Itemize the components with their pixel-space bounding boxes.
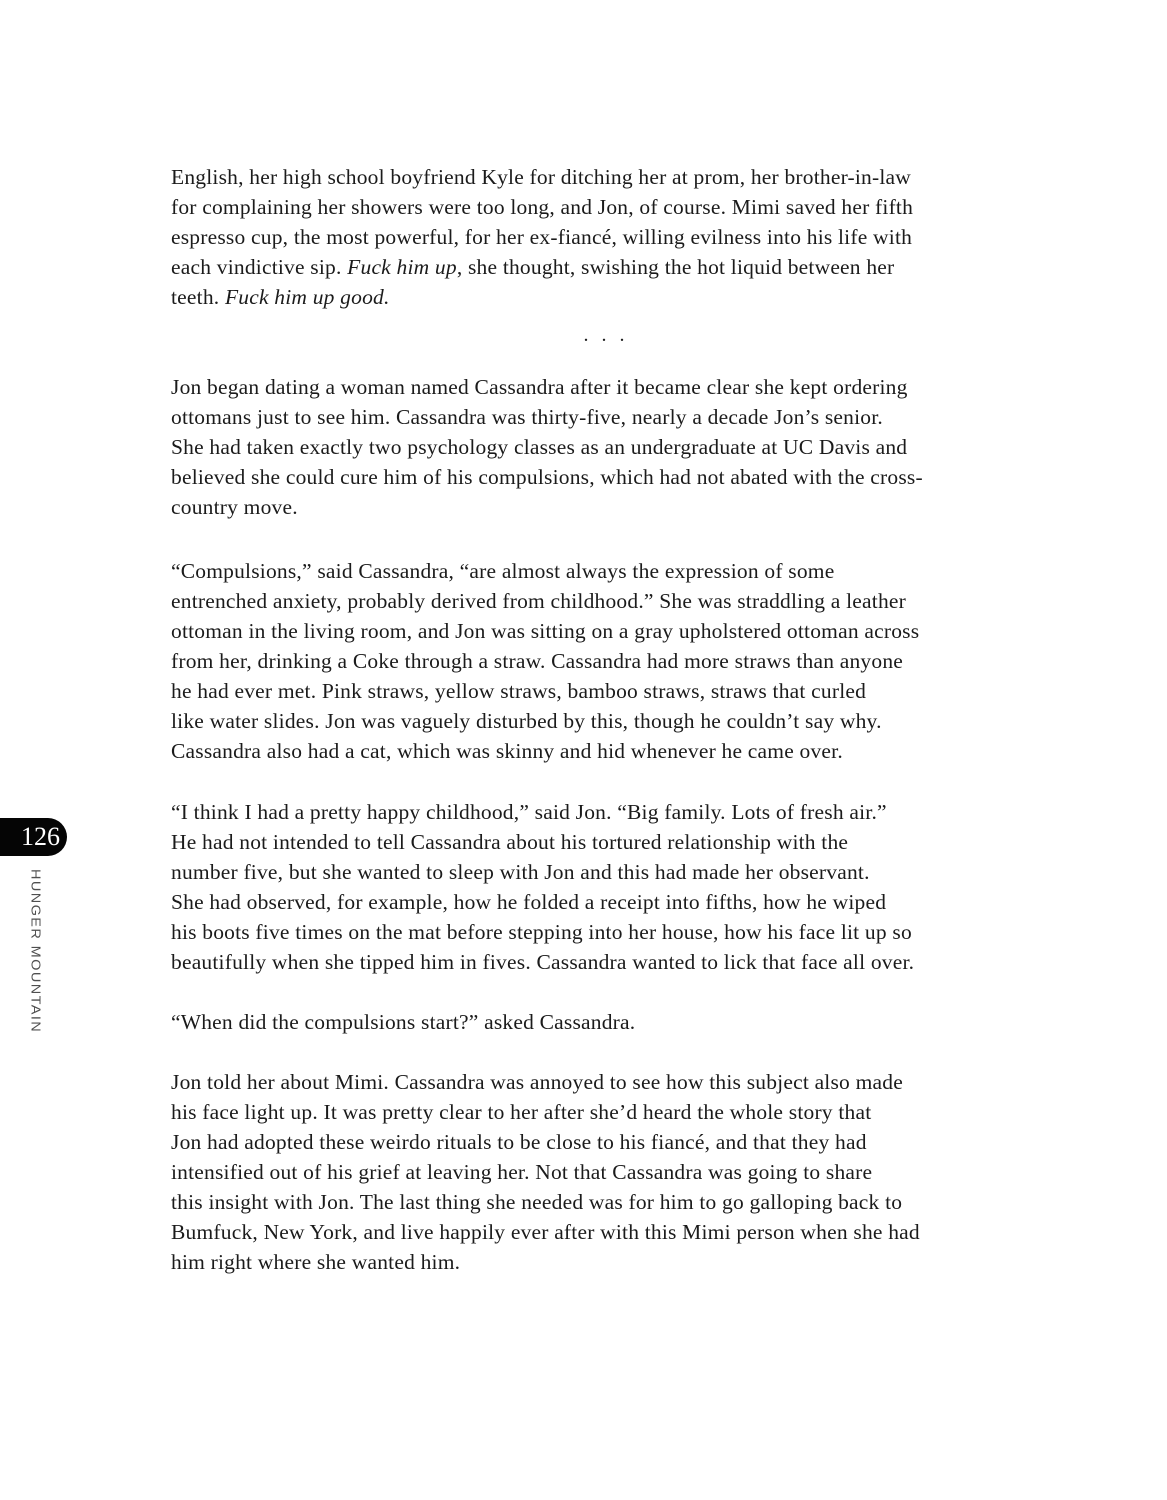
- text-line: [171, 1187, 1051, 1217]
- text-line: [171, 282, 1051, 312]
- text-line: [171, 736, 1051, 766]
- text-line: [171, 492, 1051, 522]
- page-number: 126: [21, 822, 60, 851]
- text-line: [171, 1157, 1051, 1187]
- text-segment: “Compulsions,” said Cassandra, “are almost always the expression of some: [171, 559, 835, 583]
- text-segment: like water slides. Jon was vaguely disturbed by this, though he couldn’t say why.: [171, 709, 882, 733]
- text-line: [171, 432, 1051, 462]
- text-line: [171, 162, 1051, 192]
- text-line: [171, 372, 1051, 402]
- text-line: [171, 1067, 1051, 1097]
- text-line: [171, 222, 1051, 252]
- text-segment: “I think I had a pretty happy childhood,” said Jon. “Big family. Lots of fresh air.”: [171, 800, 887, 824]
- section-break: . . .: [583, 324, 629, 346]
- text-line: [171, 706, 1051, 736]
- italic-text: Fuck him up: [347, 255, 457, 279]
- text-line: [171, 462, 1051, 492]
- body-paragraph: [171, 162, 1051, 312]
- body-paragraph: [171, 797, 1051, 977]
- text-segment: each vindictive sip.: [171, 255, 348, 279]
- text-segment: ottoman in the living room, and Jon was sitting on a gray upholstered ottoman across: [171, 619, 920, 643]
- text-segment: intensified out of his grief at leaving her. Not that Cassandra was going to share: [171, 1160, 873, 1184]
- text-line: [171, 1097, 1051, 1127]
- text-segment: ottomans just to see him. Cassandra was thirty-five, nearly a decade Jon’s senior.: [171, 405, 884, 429]
- page-number-tab: [0, 818, 67, 856]
- text-segment: from her, drinking a Coke through a straw. Cassandra had more straws than anyone: [171, 649, 904, 673]
- text-segment: country move.: [171, 495, 298, 519]
- text-segment: He had not intended to tell Cassandra about his tortured relationship with the: [171, 830, 849, 854]
- text-line: [171, 192, 1051, 222]
- text-segment: Jon told her about Mimi. Cassandra was annoyed to see how this subject also made: [171, 1070, 903, 1094]
- text-segment: Cassandra also had a cat, which was skinny and hid whenever he came over.: [171, 739, 843, 763]
- text-segment: Bumfuck, New York, and live happily ever after with this Mimi person when she had: [171, 1220, 920, 1244]
- text-segment: Jon had adopted these weirdo rituals to be close to his fiancé, and that they had: [171, 1130, 867, 1154]
- text-line: [171, 827, 1051, 857]
- text-line: [171, 586, 1051, 616]
- text-line: [171, 676, 1051, 706]
- text-line: [171, 556, 1051, 586]
- text-segment: “When did the compulsions start?” asked Cassandra.: [171, 1010, 636, 1034]
- body-paragraph: [171, 556, 1051, 766]
- text-segment: for complaining her showers were too long, and Jon, of course. Mimi saved her fifth: [171, 195, 914, 219]
- text-segment: Jon began dating a woman named Cassandra after it became clear she kept ordering: [171, 375, 908, 399]
- italic-text: Fuck him up good.: [224, 285, 390, 309]
- text-segment: number five, but she wanted to sleep with Jon and this had made her observant.: [171, 860, 870, 884]
- text-line: [171, 917, 1051, 947]
- text-line: [171, 646, 1051, 676]
- text-line: [171, 1007, 1051, 1037]
- text-line: [171, 1127, 1051, 1157]
- text-segment: his boots five times on the mat before stepping into her house, how his face lit up so: [171, 920, 912, 944]
- text-line: [171, 252, 1051, 282]
- text-segment: entrenched anxiety, probably derived from childhood.” She was straddling a leather: [171, 589, 907, 613]
- text-segment: beautifully when she tipped him in fives. Cassandra wanted to lick that face all over.: [171, 950, 915, 974]
- text-segment: She had taken exactly two psychology classes as an undergraduate at UC Davis and: [171, 435, 908, 459]
- text-segment: teeth.: [171, 285, 225, 309]
- text-line: [171, 887, 1051, 917]
- text-line: [171, 1247, 1051, 1277]
- journal-title-vertical: HUNGER MOUNTAIN: [28, 869, 43, 1034]
- body-paragraph: [171, 1067, 1051, 1277]
- text-segment: , she thought, swishing the hot liquid between her: [456, 255, 895, 279]
- text-segment: him right where she wanted him.: [171, 1250, 461, 1274]
- text-segment: She had observed, for example, how he folded a receipt into fifths, how he wiped: [171, 890, 887, 914]
- text-segment: espresso cup, the most powerful, for her ex-fiancé, willing evilness into his life with: [171, 225, 913, 249]
- body-paragraph: [171, 1007, 1051, 1037]
- text-line: [171, 797, 1051, 827]
- text-line: [171, 402, 1051, 432]
- text-line: [171, 616, 1051, 646]
- text-segment: English, her high school boyfriend Kyle for ditching her at prom, her brother-in-law: [171, 165, 912, 189]
- text-line: [171, 1217, 1051, 1247]
- text-segment: he had ever met. Pink straws, yellow straws, bamboo straws, straws that curled: [171, 679, 867, 703]
- text-segment: believed she could cure him of his compulsions, which had not abated with the cross-: [171, 465, 923, 489]
- text-segment: this insight with Jon. The last thing she needed was for him to go galloping back to: [171, 1190, 903, 1214]
- text-segment: his face light up. It was pretty clear to her after she’d heard the whole story that: [171, 1100, 872, 1124]
- text-line: [171, 947, 1051, 977]
- text-line: [171, 857, 1051, 887]
- body-paragraph: [171, 372, 1051, 522]
